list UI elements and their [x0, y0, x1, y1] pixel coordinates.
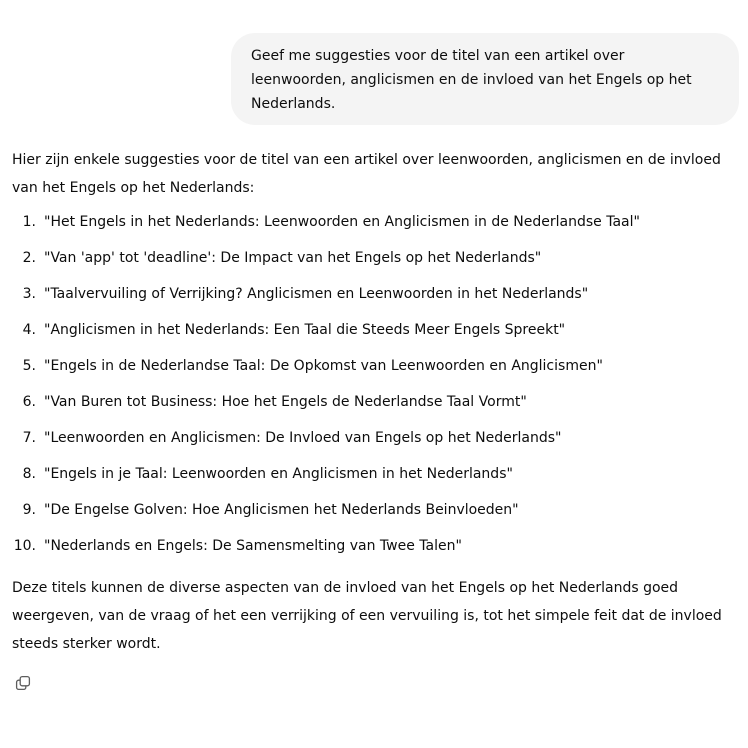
list-item: [12, 424, 740, 460]
list-item: [12, 460, 740, 496]
list-item: [12, 316, 740, 352]
list-item-title: "Engels in de Nederlandse Taal: De Opkomst van Leenwoorden en Anglicismen": [44, 358, 603, 374]
assistant-outro-line: steeds sterker wordt.: [12, 636, 161, 652]
list-item: [12, 532, 740, 568]
user-message-bubble: [231, 33, 739, 125]
list-item-title: "Engels in je Taal: Leenwoorden en Anglicismen in het Nederlands": [44, 466, 513, 482]
list-item-number: 2.: [22, 250, 36, 266]
user-message-line: Geef me suggesties voor de titel van een artikel over: [251, 48, 625, 64]
list-item: [12, 388, 740, 424]
list-item: [12, 280, 740, 316]
title-suggestions-list: [12, 208, 740, 568]
list-item-title: "Van 'app' tot 'deadline': De Impact van het Engels op het Nederlands": [44, 250, 542, 266]
list-item-number: 3.: [22, 286, 36, 302]
list-item-number: 7.: [22, 430, 36, 446]
list-item-title: "Nederlands en Engels: De Samensmelting van Twee Talen": [44, 538, 462, 554]
list-item-number: 10.: [13, 538, 36, 554]
list-item-title: "Leenwoorden en Anglicismen: De Invloed van Engels op het Nederlands": [44, 430, 562, 446]
list-item-title: "Het Engels in het Nederlands: Leenwoorden en Anglicismen in de Nederlandse Taal": [44, 214, 640, 230]
list-item-number: 9.: [22, 502, 36, 518]
list-item: [12, 352, 740, 388]
assistant-outro: [12, 574, 740, 658]
list-item-title: "Anglicismen in het Nederlands: Een Taal die Steeds Meer Engels Spreekt": [44, 322, 566, 338]
list-item: [12, 244, 740, 280]
list-item-number: 4.: [22, 322, 36, 338]
list-item-number: 6.: [22, 394, 36, 410]
assistant-outro-line: Deze titels kunnen de diverse aspecten van de invloed van het Engels op het Nederlands goed: [12, 580, 679, 596]
list-item-number: 5.: [22, 358, 36, 374]
user-message-line: Nederlands.: [251, 96, 336, 112]
assistant-intro-line: Hier zijn enkele suggesties voor de titel van een artikel over leenwoorden, anglicismen en de invloed: [12, 152, 721, 168]
list-item-number: 8.: [22, 466, 36, 482]
assistant-intro-line: van het Engels op het Nederlands:: [12, 180, 255, 196]
copy-button[interactable]: [12, 672, 34, 694]
list-item-title: "De Engelse Golven: Hoe Anglicismen het Nederlands Beinvloeden": [44, 502, 519, 518]
list-item: [12, 208, 740, 244]
list-item: [12, 496, 740, 532]
list-item-title: "Taalvervuiling of Verrijking? Anglicismen en Leenwoorden in het Nederlands": [44, 286, 589, 302]
assistant-intro: [12, 146, 740, 202]
assistant-outro-line: weergeven, van de vraag of het een verrijking of een vervuiling is, tot het simpele feit dat de invloed: [12, 608, 722, 624]
list-item-number: 1.: [22, 214, 36, 230]
copy-icon: [15, 675, 31, 691]
list-item-title: "Van Buren tot Business: Hoe het Engels de Nederlandse Taal Vormt": [44, 394, 527, 410]
user-message-line: leenwoorden, anglicismen en de invloed van het Engels op het: [251, 72, 692, 88]
